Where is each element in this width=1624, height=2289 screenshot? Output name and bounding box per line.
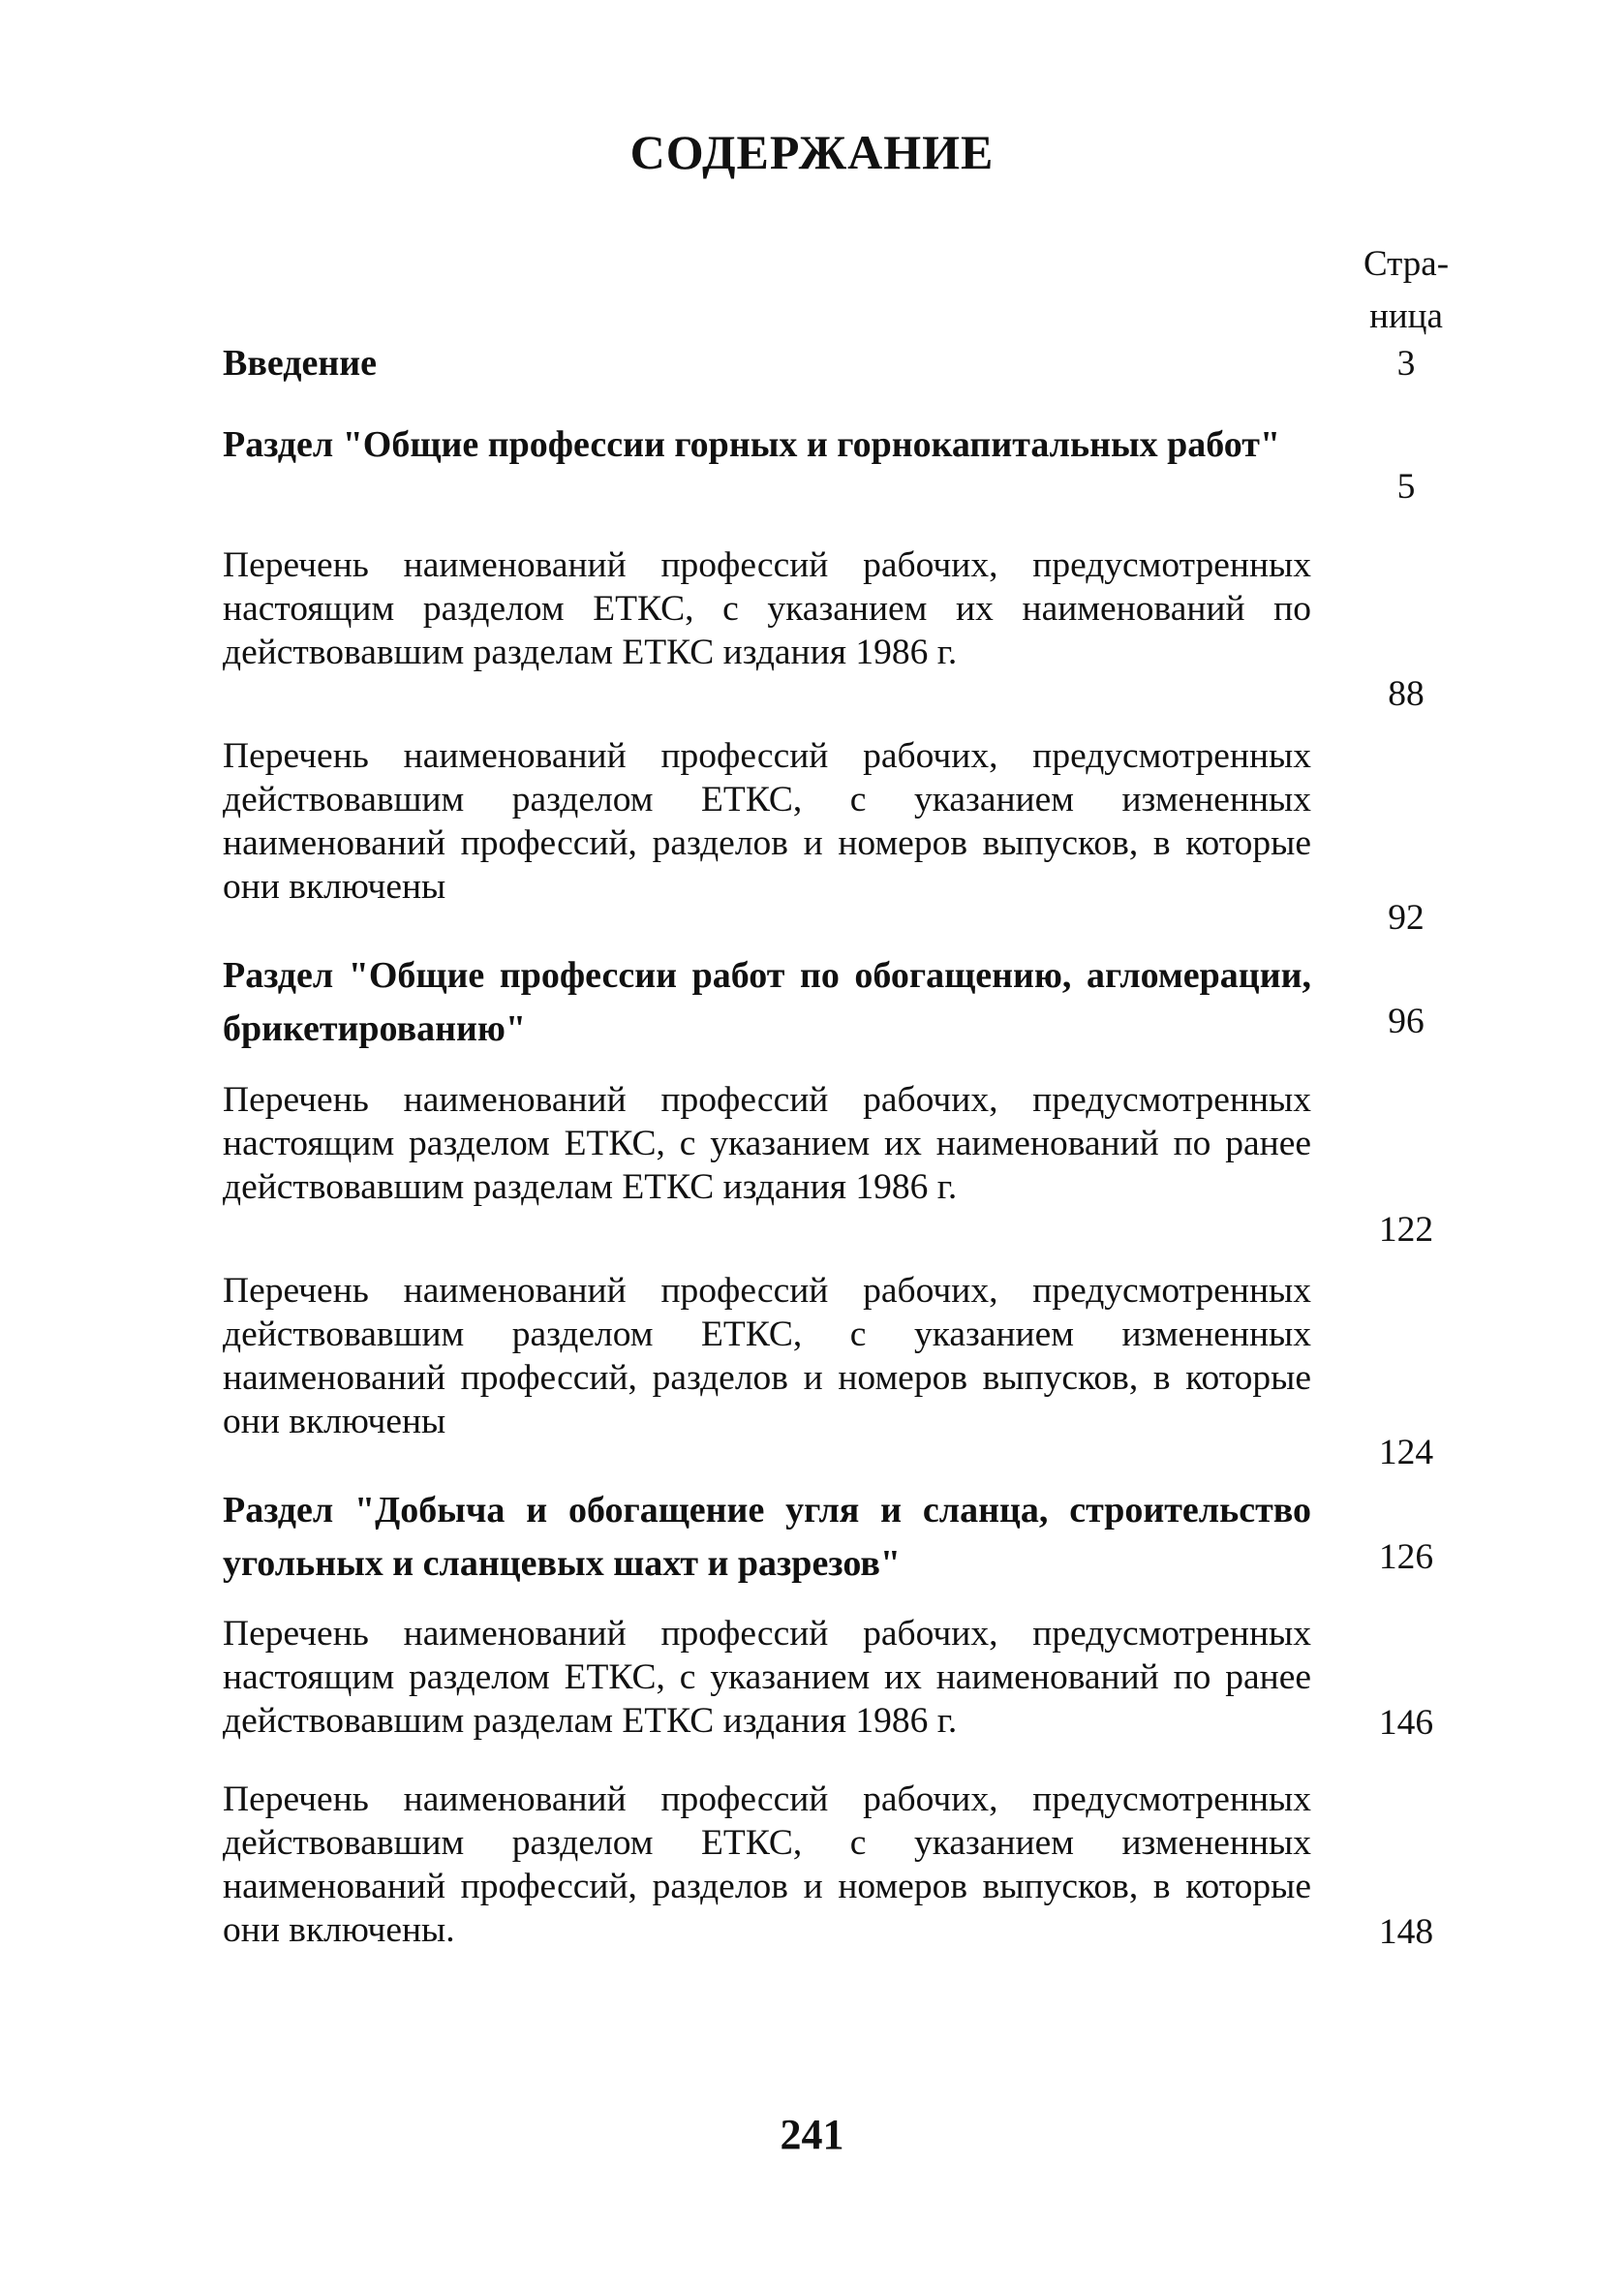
toc-entry-section[interactable]: Раздел "Добыча и обогащение угля и сланца, строительство угольных и сланцевых шахт и разрезов" [223, 1490, 1311, 1584]
page-column-header [1329, 238, 1484, 343]
toc-page-number: 126 [1378, 1537, 1434, 1577]
toc-page-number: 122 [1378, 1210, 1434, 1250]
page-title: СОДЕРЖАНИЕ [629, 125, 995, 179]
toc-page-number: 88 [1388, 674, 1425, 714]
toc-entry-list[interactable]: Перечень наименований профессий рабочих, предусмотренных настоящим разделом ЕТКС, с указанием их наименований по ранее действовавшим разделам ЕТКС издания 1986 г. [223, 1614, 1311, 1741]
footer-page-number: 241 [780, 2111, 844, 2158]
toc-entry-list[interactable]: Перечень наименований профессий рабочих, предусмотренных настоящим разделом ЕТКС, с указанием их наименований по действовавшим разделам ЕТКС издания 1986 г. [223, 545, 1311, 672]
toc-page-number: 5 [1396, 467, 1416, 507]
toc-page-number: 124 [1378, 1433, 1434, 1472]
toc-entry-section[interactable]: Раздел "Общие профессии горных и горнокапитальных работ" [223, 424, 1281, 465]
toc-entry-list[interactable]: Перечень наименований профессий рабочих, предусмотренных действовавшим разделом ЕТКС, с указанием измененных наименований профессий, разделов и номеров выпусков, в которые они включены [223, 1271, 1311, 1441]
toc-page-number: 96 [1388, 1002, 1425, 1041]
toc-entry-list[interactable]: Перечень наименований профессий рабочих, предусмотренных действовавшим разделом ЕТКС, с указанием измененных наименований профессий, разделов и номеров выпусков, в которые они включены. [223, 1779, 1311, 1950]
page-column-header-label: Стра- ница [1363, 244, 1450, 336]
toc-entry-list[interactable]: Перечень наименований профессий рабочих, предусмотренных действовавшим разделом ЕТКС, с указанием измененных наименований профессий, разделов и номеров выпусков, в которые они включены [223, 736, 1311, 907]
toc-page-number: 146 [1378, 1703, 1434, 1743]
toc-page-number: 3 [1396, 344, 1416, 384]
toc-entry-section[interactable]: Раздел "Общие профессии работ по обогащению, агломерации, брикетированию" [223, 955, 1311, 1049]
toc-entry-list[interactable]: Перечень наименований профессий рабочих, предусмотренных настоящим разделом ЕТКС, с указанием их наименований по ранее действовавшим разделам ЕТКС издания 1986 г. [223, 1080, 1311, 1207]
toc-page-number: 148 [1378, 1912, 1434, 1952]
toc-entry-introduction[interactable]: Введение [223, 343, 377, 384]
toc-page-number: 92 [1388, 898, 1425, 938]
